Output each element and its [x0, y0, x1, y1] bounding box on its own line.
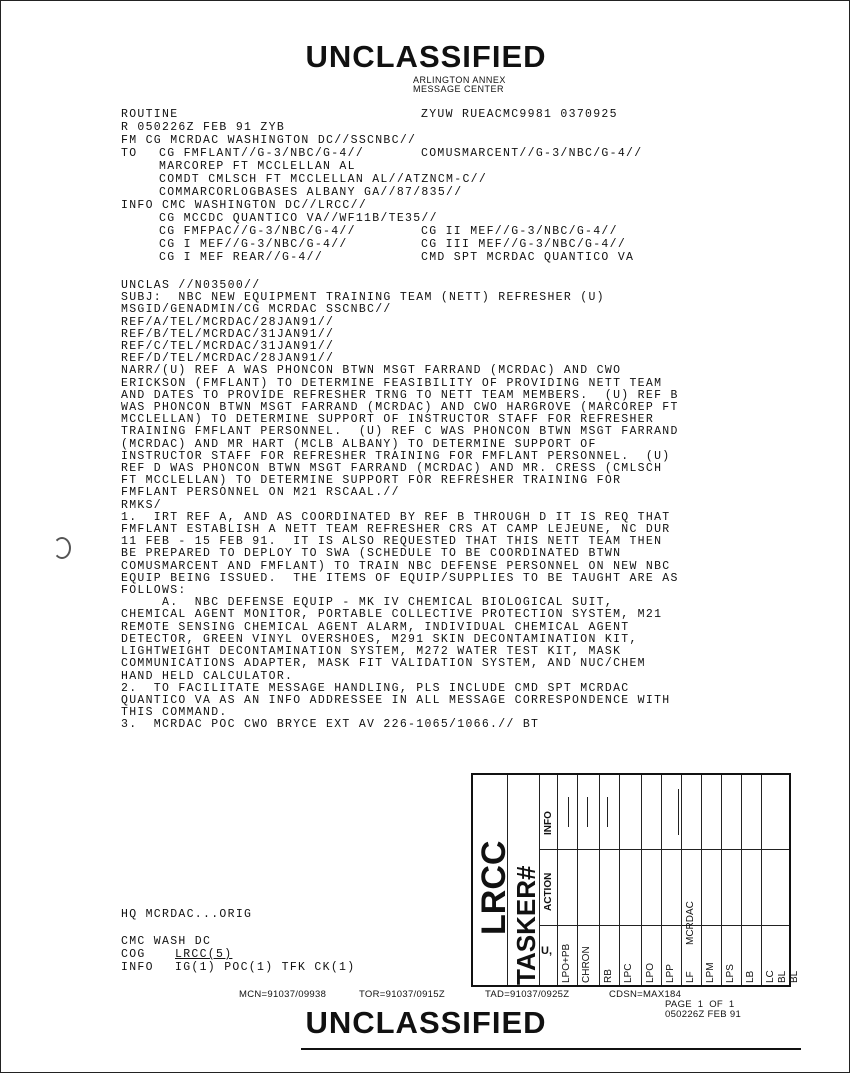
routing-stamp-box [471, 773, 800, 987]
from-line: FM CG MCRDAC WASHINGTON DC//SSCNBC// [121, 134, 417, 147]
body-line: REMOTE SENSING CHEMICAL AGENT ALARM, INDIVIDUAL CHEMICAL AGENT [121, 620, 630, 634]
code-lpm: LPM [705, 962, 716, 983]
center-label-line-2: MESSAGE CENTER [413, 84, 505, 94]
handwritten-tick [678, 789, 679, 835]
body-line: TRAINING FMFLANT PERSONNEL. (U) REF C WAS PHONCON BTWN MSGT FARRAND [121, 425, 679, 439]
message-body [121, 280, 679, 732]
precedence: ROUTINE [121, 108, 179, 121]
body-line: UNCLAS //N03500// [121, 279, 261, 292]
to-address-right: COMUSMARCENT//G-3/NBC/G-4// [421, 147, 643, 160]
body-line: EQUIP BEING ISSUED. THE ITEMS OF EQUIP/SUPPLIES TO BE TAUGHT ARE AS [121, 571, 679, 585]
body-line: REF/B/TEL/MCRDAC/31JAN91// [121, 327, 335, 341]
dtg-line: R 050226Z FEB 91 ZYB [121, 121, 286, 134]
office-lrcc-stamp: LRCC [475, 840, 513, 935]
body-line: NARR/(U) REF A WAS PHONCON BTWN MSGT FARRAND (MCRDAC) AND CWO [121, 364, 622, 378]
to-address-1: CG FMFLANT//G-3/NBC/G-4// [159, 147, 365, 160]
to-address-2: MARCOREP FT MCCLELLAN AL [159, 160, 356, 173]
classification-banner-top: UNCLASSIFIED [305, 39, 547, 74]
body-line: QUANTICO VA AS AN INFO ADDRESSEE IN ALL MESSAGE CORRESPONDENCE WITH [121, 693, 671, 707]
handwritten-tick [587, 797, 588, 827]
body-line: 3. MCRDAC POC CWO BRYCE EXT AV 226-1065/1066.// BT [121, 718, 540, 732]
code-lpc: LPC [623, 963, 634, 983]
code-bl-1: BL [777, 970, 788, 983]
tad-line: TAD=91037/0925Z [485, 989, 570, 1000]
body-line: FT MCCLELLAN) TO DETERMINE SUPPORT FOR REFRESHER TRAINING FOR [121, 474, 622, 488]
body-line: THIS COMMAND. [121, 706, 228, 720]
info-address-2: CG FMFPAC//G-3/NBC/G-4// [159, 225, 356, 238]
body-line: FMFLANT PERSONNEL ON M21 RSCAAL.// [121, 486, 400, 500]
body-line: 1. IRT REF A, AND AS COORDINATED BY REF B THROUGH D IT IS REQ THAT [121, 510, 671, 524]
body-line: REF/A/TEL/MCRDAC/28JAN91// [121, 315, 335, 329]
cog-value: LRCC(5) [175, 948, 233, 961]
body-line: 11 FEB - 15 FEB 91. IT IS ALSO REQUESTED THAT THIS NETT TEAM THEN [121, 535, 663, 549]
body-line: AND DATES TO PROVIDE REFRESHER TRNG TO NETT TEAM MEMBERS. (U) REF B [121, 388, 679, 402]
body-line: HAND HELD CALCULATOR. [121, 669, 294, 683]
tasker-label: TASKER# [511, 865, 541, 985]
info-address-1: CG MCCDC QUANTICO VA//WF11B/TE35// [159, 212, 438, 225]
body-line: INSTRUCTOR STAFF FOR REFRESHER TRAINING FOR FMFLANT PERSONNEL. (U) [121, 449, 671, 463]
body-line: REF/D/TEL/MCRDAC/28JAN91// [121, 352, 335, 366]
routing-id: ZYUW RUEACMC9981 0370925 [421, 108, 618, 121]
body-line: DETECTOR, GREEN VINYL OVERSHOES, M291 SKIN DECONTAMINATION KIT, [121, 632, 638, 646]
body-line: COMMUNICATIONS ADAPTER, MASK FIT VALIDATION SYSTEM, AND NUC/CHEM [121, 657, 646, 671]
info-label: INFO [121, 961, 154, 974]
info-line: INFO CMC WASHINGTON DC//LRCC// [121, 199, 368, 212]
code-lpp: LPP [665, 964, 676, 983]
footer-dtg: 050226Z FEB 91 [665, 1009, 742, 1020]
code-chron: CHRON [581, 946, 592, 983]
tor-line: TOR=91037/0915Z [359, 989, 445, 1000]
info-address-right-3: CG III MEF//G-3/NBC/G-4// [421, 238, 627, 251]
mcn-line: MCN=91037/09938 [239, 989, 327, 1000]
to-address-4: COMMARCORLOGBASES ALBANY GA//87/835// [159, 186, 463, 199]
info-value: IG(1) POC(1) TFK CK(1) [175, 961, 356, 974]
body-line: (MCRDAC) AND MR HART (MCLB ALBANY) TO DETERMINE SUPPORT OF [121, 437, 597, 451]
info-column-label: INFO [543, 811, 554, 835]
body-line: COMUSMARCENT AND FMFLANT) TO TRAIN NBC DEFENSE PERSONNEL ON NEW NBC [121, 559, 671, 573]
classification-banner-bottom: UNCLASSIFIED [305, 1005, 547, 1040]
action-column-label: ACTION [543, 872, 554, 911]
code-lf: LF [685, 971, 696, 983]
punch-hole-mark [53, 537, 71, 559]
orig-line: HQ MCRDAC...ORIG [121, 908, 253, 921]
body-line: REF/C/TEL/MCRDAC/31JAN91// [121, 340, 335, 354]
code-bl-2: BL [789, 970, 800, 983]
body-line: A. NBC DEFENSE EQUIP - MK IV CHEMICAL BIOLOGICAL SUIT, [121, 596, 614, 610]
to-prefix: TO [121, 147, 138, 160]
cmc-line: CMC WASH DC [121, 935, 212, 948]
body-line: BE PREPARED TO DEPLOY TO SWA (SCHEDULE TO BE COORDINATED BTWN [121, 547, 622, 561]
page-count: PAGE 1 OF 1 [665, 999, 735, 1010]
body-line: LIGHTWEIGHT DECONTAMINATION SYSTEM, M272 WATER TEST KIT, MASK [121, 645, 622, 659]
body-line: CHEMICAL AGENT MONITOR, PORTABLE COLLECTIVE PROTECTION SYSTEM, M21 [121, 608, 663, 622]
cog-label: COG [121, 948, 146, 961]
body-line: RMKS/ [121, 498, 163, 512]
cdsn-line: CDSN=MAX184 [609, 989, 682, 1000]
info-address-3: CG I MEF//G-3/NBC/G-4// [159, 238, 348, 251]
code-lb: LB [745, 970, 756, 983]
info-address-right-2: CG II MEF//G-3/NBC/G-4// [421, 225, 618, 238]
body-line: MSGID/GENADMIN/CG MCRDAC SSCNBC// [121, 303, 392, 317]
code-lc: LC [765, 970, 776, 983]
body-line: 2. TO FACILITATE MESSAGE HANDLING, PLS INCLUDE CMD SPT MCRDAC [121, 681, 630, 695]
code-lpo-pb: LPO+PB [561, 943, 572, 983]
code-rb: RB [603, 969, 614, 983]
body-line: ERICKSON (FMFLANT) TO DETERMINE FEASIBILITY OF PROVIDING NETT TEAM [121, 376, 663, 390]
handwritten-tick [607, 797, 608, 827]
handwritten-tick [568, 797, 569, 827]
code-mcrdac: MCRDAC [685, 901, 696, 945]
u-mark: U, [541, 945, 552, 957]
body-line: WAS PHONCON BTWN MSGT FARRAND (MCRDAC) AND CWO HARGROVE (MARCOREP FT [121, 401, 679, 415]
bottom-rule [301, 1048, 801, 1050]
body-line: REF D WAS PHONCON BTWN MSGT FARRAND (MCRDAC) AND MR. CRESS (CMLSCH [121, 462, 663, 476]
to-address-3: COMDT CMLSCH FT MCCLELLAN AL//ATZNCM-C// [159, 173, 488, 186]
center-label-line-1: ARLINGTON ANNEX [413, 75, 506, 85]
info-address-right-4: CMD SPT MCRDAC QUANTICO VA [421, 251, 635, 264]
code-lpo: LPO [645, 962, 656, 983]
body-line: FMFLANT ESTABLISH A NETT TEAM REFRESHER CRS AT CAMP LEJEUNE, NC DUR [121, 523, 671, 537]
body-line: FOLLOWS: [121, 584, 187, 598]
code-lps: LPS [725, 964, 736, 983]
body-line: SUBJ: NBC NEW EQUIPMENT TRAINING TEAM (NETT) REFRESHER (U) [121, 291, 605, 305]
info-address-4: CG I MEF REAR//G-4// [159, 251, 324, 264]
body-line: MCCLELLAN) TO DETERMINE SUPPORT OF INSTRUCTOR STAFF FOR REFRESHER [121, 413, 655, 427]
